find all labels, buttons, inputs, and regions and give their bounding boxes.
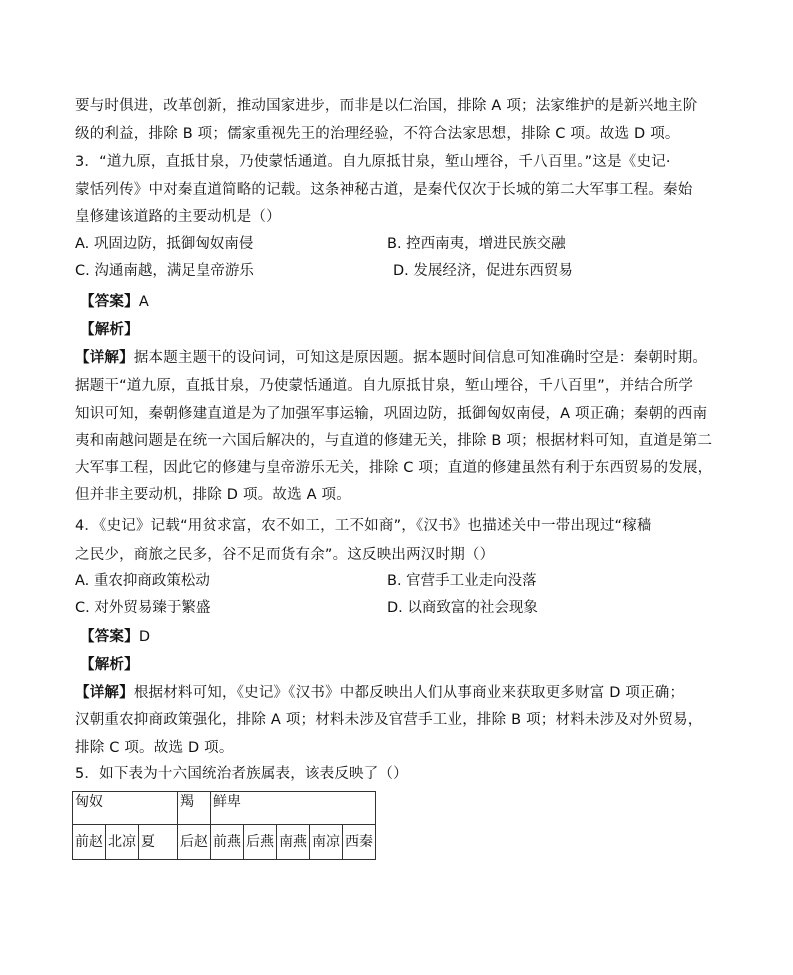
q4-option-a: A. 重农抑商政策松动 xyxy=(75,573,210,589)
analysis-tag: 【解析】 xyxy=(80,657,139,673)
q4-option-d: D. 以商致富的社会现象 xyxy=(387,600,538,616)
table-header-cell: 鲜卑 xyxy=(211,792,376,825)
table-cell: 南凉 xyxy=(310,825,343,860)
q4-option-b: B. 官营手工业走向没落 xyxy=(387,573,537,589)
detail-text: 根据材料可知，《史记》《汉书》中都反映出人们从事商业来获取更多财富 D 项正确； xyxy=(133,685,685,701)
q3-detail-line: 据题干“道九原，直抵甘泉，乃使蒙恬通道。自九原抵甘泉，堑山堙谷，千八百里”，并结合所学 xyxy=(75,378,694,394)
table-cell: 夏 xyxy=(139,825,178,860)
q3-detail-line: 但并非主要动机，排除 D 项。故选 A 项。 xyxy=(75,487,351,503)
table-cell: 前赵 xyxy=(73,825,106,860)
table-cell: 前燕 xyxy=(211,825,244,860)
q4-analysis-tag xyxy=(80,655,139,675)
question-3-stem: 蒙恬列传》中对秦直道简略的记载。这条神秘古道，是秦代仅次于长城的第二大军事工程。秦始 xyxy=(75,182,693,198)
answer-value: A xyxy=(138,294,149,310)
tribe-table xyxy=(72,791,376,860)
table-header-cell: 羯 xyxy=(178,792,211,825)
question-3-stem: 皇修建该道路的主要动机是（） xyxy=(75,209,281,225)
table-cell: 后燕 xyxy=(244,825,277,860)
table-cell: 西秦 xyxy=(343,825,376,860)
q3-answer xyxy=(80,292,149,312)
detail-tag: 【详解】 xyxy=(75,350,134,366)
text-line: 级的利益，排除 B 项；儒家重视先王的治理经验，不符合法家思想，排除 C 项。故选 D 项。 xyxy=(75,126,680,142)
detail-tag: 【详解】 xyxy=(75,685,134,701)
table-cell: 南燕 xyxy=(277,825,310,860)
table-header-cell: 匈奴 xyxy=(73,792,178,825)
q3-detail-line: 夷和南越问题是在统一六国后解决的，与直道的修建无关，排除 B 项；根据材料可知，直道是第二 xyxy=(75,433,713,449)
q3-detail xyxy=(75,348,707,368)
question-3-stem: 3．“道九原，直抵甘泉，乃使蒙恬通道。自九原抵甘泉，堑山堙谷，千八百里。”这是《史记· xyxy=(75,154,671,170)
q3-option-a: A. 巩固边防，抵御匈奴南侵 xyxy=(75,236,254,252)
q3-detail-line: 大军事工程，因此它的修建与皇帝游乐无关，排除 C 项；直道的修建虽然有利于东西贸易的发展， xyxy=(75,460,713,476)
q4-detail xyxy=(75,683,684,703)
q4-detail-line: 汉朝重农抑商政策强化，排除 A 项；材料未涉及官营手工业，排除 B 项；材料未涉及对外贸易， xyxy=(75,712,703,728)
table-cell: 后赵 xyxy=(178,825,211,860)
q4-detail-line: 排除 C 项。故选 D 项。 xyxy=(75,740,234,756)
q3-analysis-tag xyxy=(80,320,139,340)
q3-option-d: D. 发展经济，促进东西贸易 xyxy=(393,263,573,279)
q4-option-c: C. 对外贸易臻于繁盛 xyxy=(75,600,211,616)
question-5-stem: 5．如下表为十六国统治者族属表，该表反映了（） xyxy=(75,766,408,782)
analysis-tag: 【解析】 xyxy=(80,322,139,338)
text-line: 要与时俱进，改革创新，推动国家进步，而非是以仁治国，排除 A 项；法家维护的是新兴地主阶 xyxy=(75,98,698,114)
question-4-stem: 之民少，商旅之民多，谷不足而货有余”。这反映出两汉时期（） xyxy=(75,547,495,563)
table-cell: 北凉 xyxy=(106,825,139,860)
q3-option-c: C. 沟通南越，满足皇帝游乐 xyxy=(75,263,254,279)
answer-tag: 【答案】 xyxy=(80,294,139,310)
question-4-stem: 4．《史记》记载“用贫求富，农不如工，工不如商”，《汉书》也描述关中一带出现过“稼穑 xyxy=(75,518,652,534)
q4-answer xyxy=(80,627,150,647)
q3-option-b: B. 控西南夷，增进民族交融 xyxy=(387,236,566,252)
q3-detail-line: 知识可知，秦朝修建直道是为了加强军事运输，巩固边防，抵御匈奴南侵，A 项正确；秦朝的西南 xyxy=(75,406,708,422)
answer-value: D xyxy=(138,629,151,645)
detail-text: 据本题主题干的设问词，可知这是原因题。据本题时间信息可知准确时空是：秦朝时期。 xyxy=(133,350,708,366)
answer-tag: 【答案】 xyxy=(80,629,139,645)
